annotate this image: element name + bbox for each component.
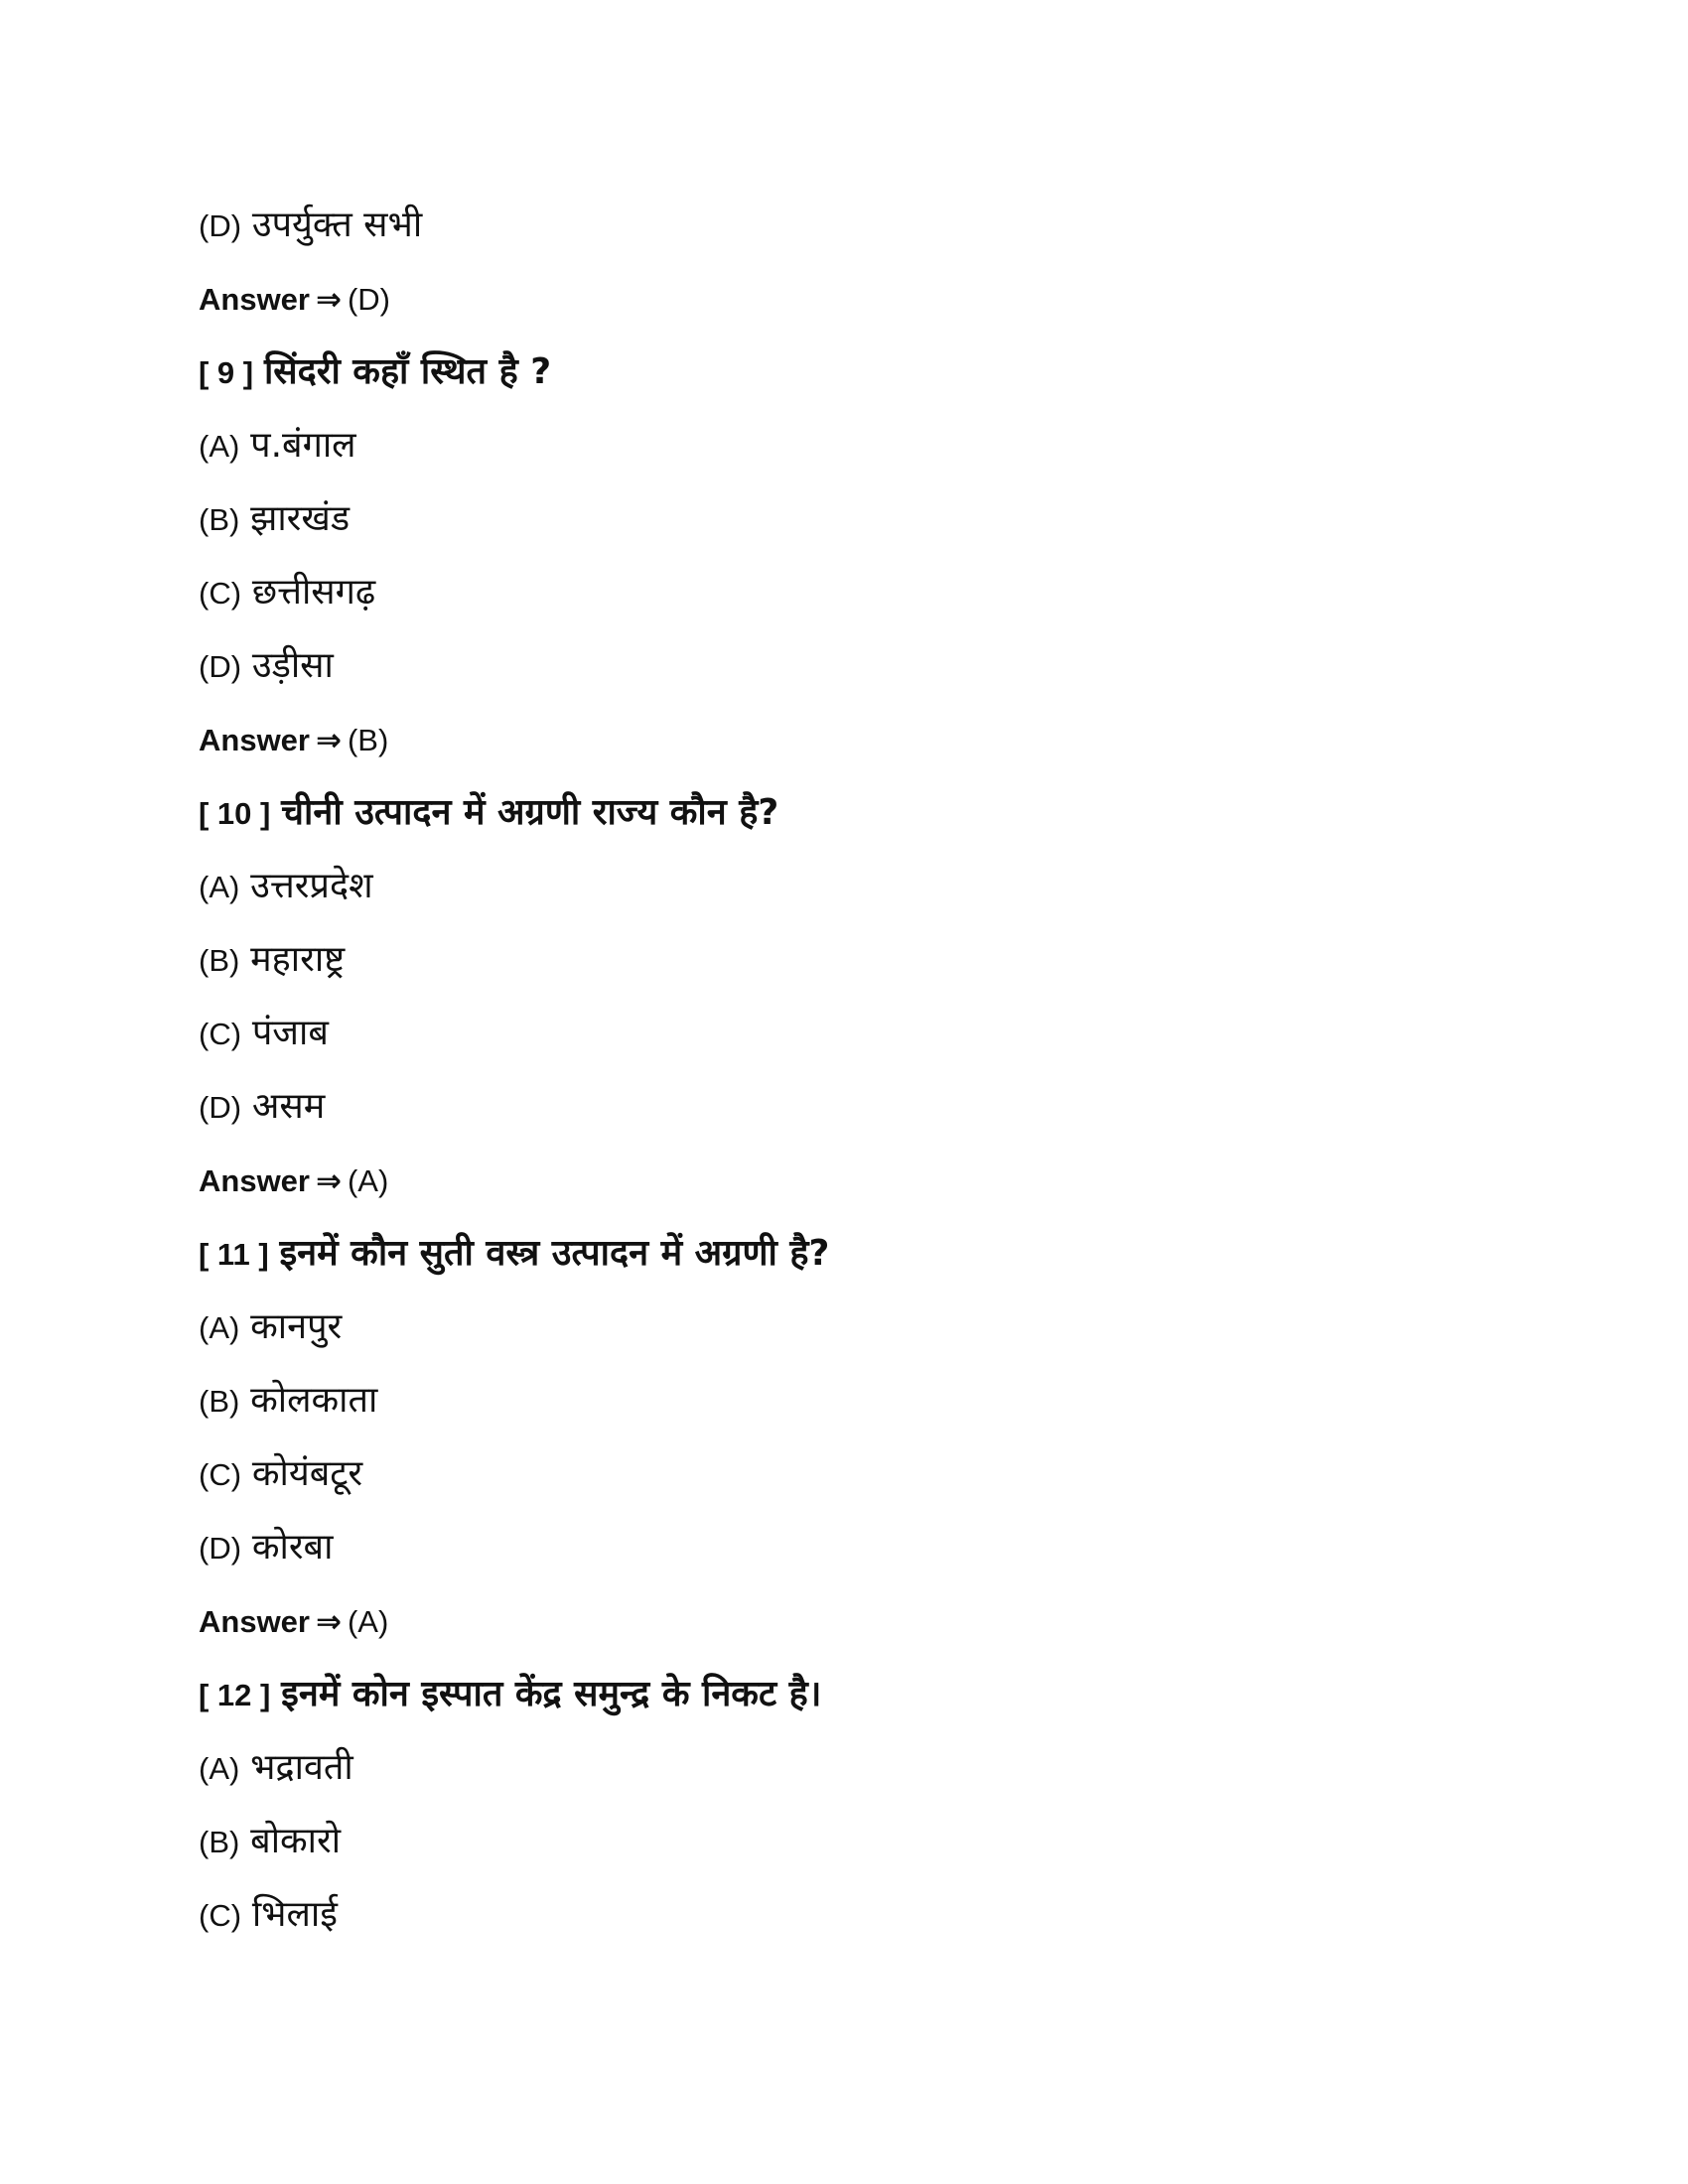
option-line — [199, 189, 1489, 262]
option-line — [199, 1731, 1489, 1805]
answer-label: Answer — [199, 723, 310, 757]
option-line — [199, 556, 1489, 629]
option-label: (B) — [199, 1825, 240, 1859]
option-line — [199, 629, 1489, 703]
option-label: (C) — [199, 576, 242, 611]
question-line — [199, 776, 1489, 850]
double-arrow-icon: ⇒ — [315, 1163, 342, 1199]
double-arrow-icon: ⇒ — [315, 282, 342, 318]
option-text: कोलकाता — [250, 1380, 378, 1421]
option-label: (A) — [199, 429, 240, 464]
option-line — [199, 1070, 1489, 1144]
option-line — [199, 1364, 1489, 1437]
question-text: इनमें कोन इस्पात केंद्र समुन्द्र के निकट है। — [281, 1674, 822, 1714]
option-line — [199, 409, 1489, 482]
question-number: [ 11 ] — [199, 1237, 269, 1272]
question-text: इनमें कौन सुती वस्त्र उत्पादन में अग्रणी है? — [279, 1233, 830, 1274]
answer-line — [199, 1584, 1489, 1658]
option-text: कोरबा — [251, 1527, 334, 1568]
double-arrow-icon: ⇒ — [315, 1604, 342, 1640]
option-line — [199, 850, 1489, 923]
option-label: (A) — [199, 870, 240, 904]
question-line — [199, 336, 1489, 409]
option-text: उत्तरप्रदेश — [250, 866, 373, 906]
option-line — [199, 1511, 1489, 1584]
option-text: भिलाई — [251, 1894, 338, 1935]
option-text: महाराष्ट्र — [250, 939, 346, 980]
option-text: असम — [251, 1086, 326, 1127]
question-text: सिंदरी कहाँ स्थित है ? — [263, 351, 552, 392]
option-label: (C) — [199, 1017, 242, 1051]
option-label: (B) — [199, 1384, 240, 1419]
question-number: [ 10 ] — [199, 796, 271, 831]
option-label: (A) — [199, 1310, 240, 1345]
option-text: उड़ीसा — [251, 645, 334, 686]
option-text: पंजाब — [251, 1013, 329, 1053]
option-text: भद्रावती — [250, 1747, 353, 1788]
answer-value: (A) — [347, 1163, 389, 1198]
question-number: [ 12 ] — [199, 1678, 271, 1712]
option-text: बोकारो — [250, 1821, 342, 1861]
double-arrow-icon: ⇒ — [315, 723, 342, 758]
answer-label: Answer — [199, 1163, 310, 1198]
option-label: (A) — [199, 1751, 240, 1786]
option-label: (B) — [199, 943, 240, 978]
answer-value: (A) — [347, 1604, 389, 1639]
answer-label: Answer — [199, 1604, 310, 1639]
option-text: उपर्युक्त सभी — [251, 205, 423, 245]
answer-label: Answer — [199, 282, 310, 317]
option-line — [199, 997, 1489, 1070]
option-line — [199, 482, 1489, 556]
answer-line — [199, 1144, 1489, 1217]
option-line — [199, 1437, 1489, 1511]
option-label: (B) — [199, 502, 240, 537]
answer-value: (D) — [347, 282, 391, 317]
option-label: (D) — [199, 1531, 242, 1566]
option-label: (D) — [199, 208, 242, 243]
answer-line — [199, 703, 1489, 776]
option-text: कोयंबटूर — [251, 1453, 363, 1494]
question-number: [ 9 ] — [199, 355, 254, 390]
option-text: कानपुर — [250, 1306, 343, 1347]
option-line — [199, 1878, 1489, 1952]
option-line — [199, 923, 1489, 997]
option-label: (D) — [199, 1090, 242, 1125]
answer-line — [199, 262, 1489, 336]
question-line — [199, 1658, 1489, 1731]
option-label: (C) — [199, 1457, 242, 1492]
option-text: झारखंड — [250, 498, 351, 539]
question-text: चीनी उत्पादन में अग्रणी राज्य कौन है? — [281, 792, 779, 833]
question-line — [199, 1217, 1489, 1291]
option-text: प.बंगाल — [250, 425, 356, 466]
option-label: (C) — [199, 1898, 242, 1933]
option-line — [199, 1805, 1489, 1878]
option-label: (D) — [199, 649, 242, 684]
option-text: छत्तीसगढ़ — [251, 572, 376, 613]
quiz-content — [199, 189, 1489, 1952]
answer-value: (B) — [347, 723, 389, 757]
option-line — [199, 1291, 1489, 1364]
